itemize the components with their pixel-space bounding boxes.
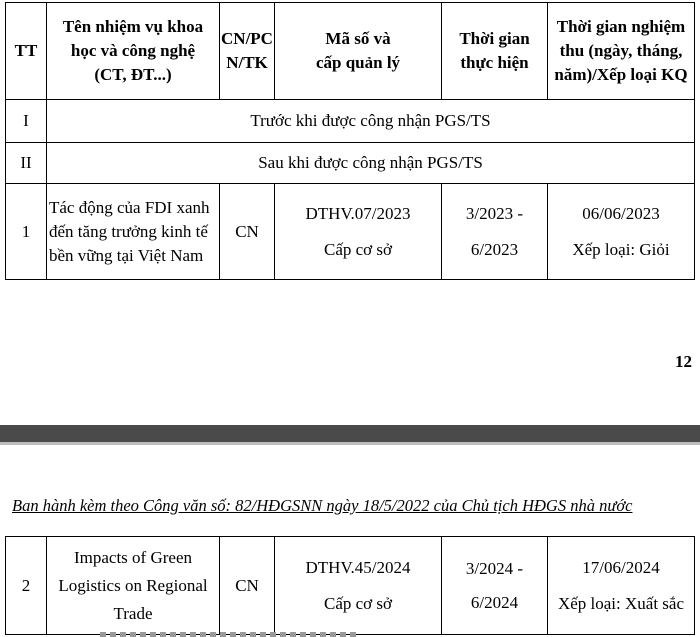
page-number: 12 [675, 352, 692, 371]
role-cell: CN [220, 184, 275, 280]
cut-off-text-fragment [100, 632, 360, 637]
page-separator [0, 425, 700, 442]
task-name-cell: Impacts of Green Logistics on Regional Trade [47, 537, 220, 635]
research-tasks-table-continued [5, 536, 695, 635]
table-header-row [6, 3, 695, 100]
section-row [6, 143, 695, 184]
section-row [6, 100, 695, 143]
code-cell: DTHV.07/2023 Cấp cơ sở [275, 184, 442, 280]
header-period: Thời gian thực hiện [442, 3, 548, 100]
task-name-cell: Tác động của FDI xanh đến tăng trưởng kinh tế bền vững tại Việt Nam [47, 184, 220, 280]
section-label: Sau khi được công nhận PGS/TS [47, 143, 695, 184]
row-number: 2 [6, 537, 47, 635]
header-task-name: Tên nhiệm vụ khoa học và công nghệ (CT, ĐT...) [47, 3, 220, 100]
role-cell: CN [220, 537, 275, 635]
table-row [6, 537, 695, 635]
table-row [6, 184, 695, 280]
header-role: CN/PC N/TK [220, 3, 275, 100]
header-tt: TT [6, 3, 47, 100]
research-tasks-table [5, 2, 695, 280]
period-cell: 3/2023 - 6/2023 [442, 184, 548, 280]
header-acceptance: Thời gian nghiệm thu (ngày, tháng, năm)/Xếp loại KQ [548, 3, 695, 100]
row-number: 1 [6, 184, 47, 280]
header-code: Mã số và cấp quản lý [275, 3, 442, 100]
acceptance-cell: 17/06/2024 Xếp loại: Xuất sắc [548, 537, 695, 635]
period-cell: 3/2024 - 6/2024 [442, 537, 548, 635]
decree-note: Ban hành kèm theo Công văn số: 82/HĐGSNN ngày 18/5/2022 của Chủ tịch HĐGS nhà nước [12, 496, 633, 515]
section-label: Trước khi được công nhận PGS/TS [47, 100, 695, 143]
section-number: II [6, 143, 47, 184]
section-number: I [6, 100, 47, 143]
code-cell: DTHV.45/2024 Cấp cơ sở [275, 537, 442, 635]
acceptance-cell: 06/06/2023 Xếp loại: Giỏi [548, 184, 695, 280]
